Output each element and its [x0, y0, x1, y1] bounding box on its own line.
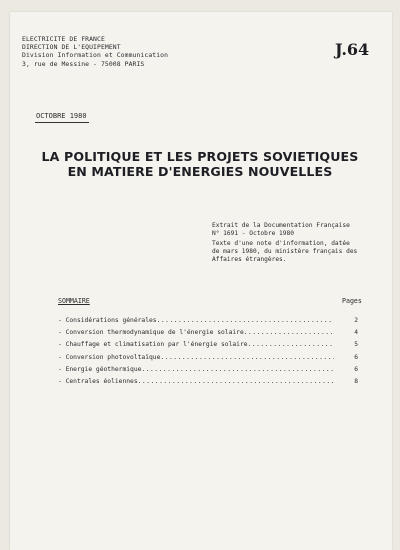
document-date-text: OCTOBRE 1980: [36, 112, 87, 120]
toc-heading: SOMMAIRE: [58, 297, 90, 305]
table-of-contents: [58, 317, 358, 390]
source-note-line: Texte d'une note d'information, datée: [212, 240, 350, 247]
document-title-line-1: LA POLITIQUE ET LES PROJETS SOVIETIQUES: [41, 149, 359, 164]
toc-item-label: - Energie géothermique: [58, 365, 142, 373]
toc-item-label: - Considérations générales: [58, 317, 157, 324]
toc-leader-dots: [157, 317, 334, 324]
toc-leader-dots: [248, 341, 334, 348]
toc-item-label: - Chauffage et climatisation par l'énergie solaire: [58, 341, 248, 349]
toc-item-label: - Centrales éoliennes: [58, 377, 138, 385]
toc-item-page: 5: [354, 341, 358, 349]
source-note-line: N° 1691 - Octobre 1980: [212, 230, 294, 237]
toc-pages-label: Pages: [342, 297, 362, 305]
source-note-line: Affaires étrangères.: [212, 256, 287, 263]
toc-item: [58, 317, 358, 329]
document-date: [36, 112, 87, 120]
toc-leader-dots: [244, 329, 334, 336]
toc-item: [58, 378, 358, 390]
org-line-direction: DIRECTION DE L'EQUIPEMENT: [22, 43, 121, 52]
source-note: [212, 222, 357, 264]
organization-address-block: [22, 35, 168, 68]
toc-item: [58, 341, 358, 353]
org-line-company: ELECTRICITE DE FRANCE: [22, 35, 105, 43]
toc-item: [58, 366, 358, 378]
toc-item-page: 6: [354, 353, 358, 361]
toc-item: [58, 354, 358, 366]
toc-leader-dots: [141, 366, 334, 373]
toc-item-label: - Conversion thermodynamique de l'énergie solaire: [58, 329, 244, 337]
source-note-line: Extrait de la Documentation Française: [212, 222, 350, 229]
toc-item-page: 2: [354, 317, 358, 324]
source-note-line: de mars 1980, du ministère français des: [212, 248, 358, 255]
toc-item-page: 4: [354, 329, 358, 337]
document-title-line-2: EN MATIERE D'ENERGIES NOUVELLES: [67, 164, 333, 179]
date-underline: [35, 122, 89, 123]
toc-item-page: 8: [354, 377, 358, 385]
org-line-address: 3, rue de Messine - 75008 PARIS: [22, 59, 145, 68]
toc-item: [58, 329, 358, 341]
org-line-division: Division Information et Communication: [22, 51, 169, 60]
toc-item-label: - Conversion photovoltaïque: [58, 353, 161, 361]
toc-item-page: 6: [354, 365, 358, 373]
document-reference: J.64: [335, 40, 370, 59]
document-page: [10, 12, 392, 550]
toc-leader-dots: [160, 354, 334, 361]
toc-leader-dots: [138, 378, 334, 385]
